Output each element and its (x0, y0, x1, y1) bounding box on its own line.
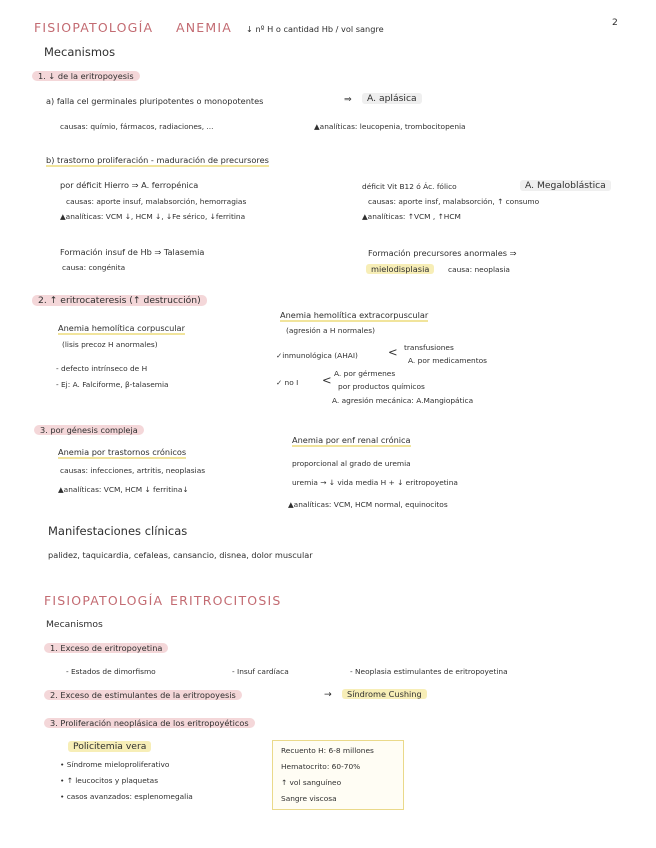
immunologic-item: ✓inmunológica (AHAI) (276, 351, 358, 360)
mechanism-1b: b) trastorno proliferación - maduración de precursores (46, 156, 269, 167)
iron-deficiency-line: por déficit Hierro ⇒ A. ferropénica (60, 180, 199, 190)
mechanism-3-heading: 3. por génesis compleja (34, 425, 144, 435)
mechanism-2-heading: 2. ↑ eritrocateresis (↑ destrucción) (32, 295, 207, 306)
erythrocytosis-mechanisms-heading: Mecanismos (46, 619, 103, 630)
chronic-disorders-causes: causas: infecciones, artritis, neoplasias (60, 466, 206, 475)
anemia-mechanisms-heading: Mecanismos (44, 45, 116, 59)
clinical-manifestations-heading: Manifestaciones clínicas (48, 524, 188, 538)
cushing-syndrome-label: Síndrome Cushing (342, 689, 427, 699)
vitamin-deficiency-line: déficit Vit B12 ó Ác. fólico (362, 182, 457, 191)
chronic-disorders-title: Anemia por trastornos crónicos (58, 448, 186, 459)
myelodysplasia-cause: causa: neoplasia (448, 265, 510, 274)
brace-non-immunologic: < (322, 373, 332, 387)
myelodysplasia-line: Formación precursores anormales ⇒ (368, 248, 517, 258)
polycythemia-item-3: • casos avanzados: esplenomegalia (60, 792, 193, 801)
lab-box-item-2: Hematocrito: 60-70% (281, 762, 361, 771)
polycythemia-vera-title: Policitemia vera (68, 741, 151, 752)
clinical-manifestations-text: palidez, taquicardia, cefaleas, cansancio, disnea, dolor muscular (48, 550, 313, 560)
non-immunologic-sub-1: A. por gérmenes (334, 369, 396, 378)
erythrocytosis-mechanism-2: 2. Exceso de estimulantes de la eritropoyesis (44, 690, 242, 700)
anemia-definition: ↓ nº H o cantidad Hb / vol sangre (246, 24, 384, 34)
non-immunologic-item: ✓ no I (276, 378, 299, 387)
corpuscular-item-2: - Ej: A. Falciforme, β-talasemia (56, 380, 169, 389)
thalassemia-cause: causa: congénita (62, 263, 126, 272)
iron-analytics: ▲analíticas: VCM ↓, HCM ↓, ↓Fe sérico, ↓ferritina (60, 212, 246, 221)
megaloblastic-analytics: ▲analíticas: ↑VCM , ↑HCM (362, 212, 461, 221)
thalassemia-line: Formación insuf de Hb ⇒ Talasemia (60, 247, 205, 257)
aplastic-anemia-label: A. aplásica (362, 93, 422, 104)
erythrocytosis-title: ERITROCITOSIS (170, 593, 282, 608)
brace-immunologic: < (388, 345, 398, 359)
erythrocytosis-title-prefix: FISIOPATOLOGÍA (44, 593, 164, 608)
page-number: 2 (612, 17, 618, 28)
lab-box-item-1: Recuento H: 6-8 millones (281, 746, 374, 755)
renal-anemia-item-1: proporcional al grado de uremia (292, 459, 411, 468)
epo-cause-2: - Insuf cardíaca (232, 667, 289, 676)
iron-causes: causas: aporte insuf, malabsorción, hemorragias (66, 197, 247, 206)
non-immunologic-sub-3: A. agresión mecánica: A.Mangiopática (332, 396, 474, 405)
arrow-1a: ⇒ (344, 94, 352, 105)
polycythemia-lab-box (272, 740, 404, 810)
arrow-cushing: → (324, 689, 332, 700)
lab-box-item-3: ↑ vol sanguíneo (281, 778, 342, 787)
chronic-disorders-analytics: ▲analíticas: VCM, HCM ↓ ferritina↓ (58, 485, 189, 494)
erythrocytosis-mechanism-3: 3. Proliferación neoplásica de los eritropoyéticos (44, 718, 255, 728)
corpuscular-hemolytic-title: Anemia hemolítica corpuscular (58, 324, 185, 335)
non-immunologic-sub-2: por productos químicos (338, 382, 425, 391)
renal-anemia-item-3: ▲analíticas: VCM, HCM normal, equinocitos (288, 500, 448, 509)
immunologic-sub-2: A. por medicamentos (408, 356, 488, 365)
aplastic-causes: causas: químio, fármacos, radiaciones, ... (60, 122, 214, 131)
mechanism-1a: a) falla cel germinales pluripotentes o monopotentes (46, 96, 264, 106)
anemia-title: ANEMIA (176, 20, 233, 35)
corpuscular-item-1: - defecto intrínseco de H (56, 364, 148, 373)
lab-box-item-4: Sangre viscosa (281, 794, 337, 803)
renal-anemia-title: Anemia por enf renal crónica (292, 436, 411, 447)
aplastic-analytics: ▲analíticas: leucopenia, trombocitopenia (314, 122, 466, 131)
corpuscular-hemolytic-subtitle: (lisis precoz H anormales) (62, 340, 158, 349)
megaloblastic-causes: causas: aporte insf, malabsorción, ↑ consumo (368, 197, 540, 206)
polycythemia-item-1: • Síndrome mieloproliferativo (60, 760, 170, 769)
erythrocytosis-mechanism-1: 1. Exceso de eritropoyetina (44, 643, 168, 653)
extracorpuscular-hemolytic-subtitle: (agresión a H normales) (286, 326, 375, 335)
epo-cause-3: - Neoplasia estimulantes de eritropoyetina (350, 667, 508, 676)
polycythemia-item-2: • ↑ leucocitos y plaquetas (60, 776, 159, 785)
renal-anemia-item-2: uremia → ↓ vida media H + ↓ eritropoyetina (292, 478, 458, 487)
mechanism-1-heading: 1. ↓ de la eritropoyesis (32, 71, 140, 81)
epo-cause-1: - Estados de dimorfismo (66, 667, 156, 676)
anemia-title-prefix: FISIOPATOLOGÍA (34, 20, 154, 35)
megaloblastic-anemia-label: A. Megaloblástica (520, 180, 611, 191)
myelodysplasia-label: mielodisplasia (366, 264, 434, 274)
extracorpuscular-hemolytic-title: Anemia hemolítica extracorpuscular (280, 311, 428, 322)
immunologic-sub-1: transfusiones (404, 343, 454, 352)
